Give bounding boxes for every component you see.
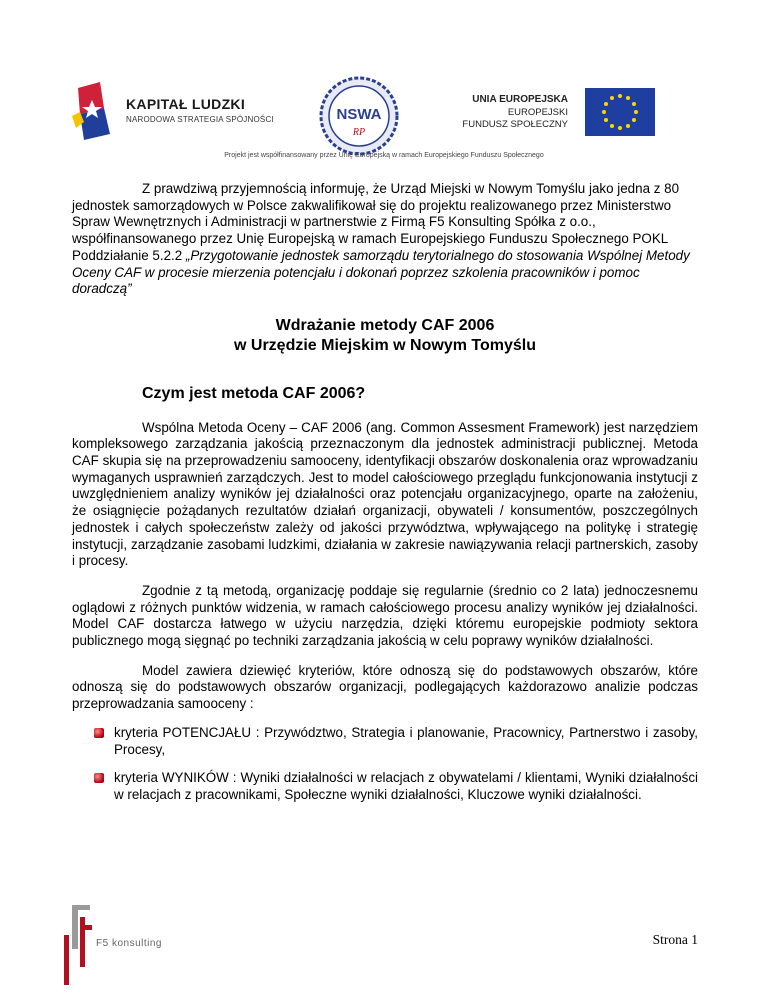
project-funding-note: Projekt jest współfinansowany przez Unię Europejską w ramach Europejskiego Funduszu Społecznego bbox=[224, 152, 544, 159]
nswa-text: NSWA bbox=[336, 106, 382, 123]
f5-logo-text: F5 konsulting bbox=[96, 938, 162, 949]
list-item-text: kryteria POTENCJAŁU : Przywództwo, Strategia i planowanie, Pracownicy, Partnerstwo i zasoby, Procesy, bbox=[114, 724, 698, 757]
section-heading: Czym jest metoda CAF 2006? bbox=[142, 384, 366, 402]
page-header bbox=[0, 0, 768, 165]
document-body bbox=[72, 181, 698, 816]
eu-line-1: UNIA EUROPEJSKA bbox=[472, 94, 568, 105]
intro-project-title: „Przygotowanie jednostek samorządu terytorialnego do stosowania Wspólnej Metody Oceny CAF w procesie mierzenia potencjału i dokonań poprzez szkolenia pracowników i pomoc doradczą” bbox=[72, 247, 690, 297]
bullet-icon bbox=[94, 773, 104, 783]
document-title bbox=[72, 316, 698, 356]
kapital-ludzki-subtitle: NARODOWA STRATEGIA SPÓJNOŚCI bbox=[126, 115, 274, 124]
eu-flag-icon bbox=[585, 88, 655, 136]
eu-line-3: FUNDUSZ SPOŁECZNY bbox=[462, 119, 568, 130]
title-line-2: w Urzędzie Miejskim w Nowym Tomyślu bbox=[234, 336, 536, 354]
intro-text: Z prawdziwą przyjemnością informuję, że Urząd Miejski w Nowym Tomyślu jako jedna z 80 jednostek samorządowych w Polsce zakwalifikował się do projektu realizowanego przez Ministerstwo Spraw Wewnętrznych i Administracji w partnerstwie z Firmą F5 Konsulting Spółka z o.o., współfinansowanego przez Unię Europejską w ramach Europejskiego Funduszu Społecznego POKL Poddziałanie 5.2.2 bbox=[72, 181, 680, 263]
nswa-seal bbox=[318, 75, 400, 157]
paragraph-criteria: Model zawiera dziewięć kryteriów, które odnoszą się do podstawowych obszarów, które odnoszą się do podstawowych obszarów organizacji, podlegających każdorazowo analizie podczas przeprowadzania samooceny : bbox=[72, 662, 698, 712]
nswa-rp-text: RP bbox=[352, 127, 366, 138]
criteria-list bbox=[72, 725, 698, 804]
kapital-ludzki-title: KAPITAŁ LUDZKI bbox=[126, 96, 246, 112]
page-number: Strona 1 bbox=[652, 932, 698, 947]
list-item bbox=[114, 725, 698, 758]
paragraph-method: Zgodnie z tą metodą, organizację poddaje się regularnie (średnio co 2 lata) jednoczesnemu oglądowi z różnych punktów widzenia, w ramach całościowego procesu analizy wyników jej działalności. Model CAF dostarcza łatwego w użyciu narzędzia, dzięki któremu europejskie podmioty sektora publicznego mogą sięgnąć po techniki zarządzania jakością w celu poprawy wyników działalności. bbox=[72, 582, 698, 649]
eu-logo bbox=[460, 86, 680, 146]
paragraph-definition: Wspólna Metoda Oceny – CAF 2006 (ang. Common Assesment Framework) jest narzędziem kompleksowego zarządzania jakością przeznaczonym dla jednostek administracji publicznej. Metoda CAF skupia się na przeprowadzeniu samooceny, identyfikacji obszarów doskonalenia oraz wprowadzaniu wymaganych usprawnień zarządczych. Jest to model całościowego przeglądu funkcjonowania instytucji z uwzględnieniem analizy wyników jej działalności oraz potencjału organizacyjnego, oparte na założeniu, że osiągnięcie pożądanych rezultatów działań organizacji, obywateli / konsumentów, poszczególnych jednostek i całych społeczeństw zależy od jakości przywództwa, wpływającego na politykę i strategię instytucji, zarządzanie zasobami ludzkimi, działania w zakresie nawiązywania relacji partnerskich, zasoby i procesy. bbox=[72, 419, 698, 569]
f5-konsulting-logo bbox=[64, 905, 224, 985]
list-item bbox=[114, 770, 698, 803]
bullet-icon bbox=[94, 728, 104, 738]
kapital-ludzki-logo bbox=[70, 82, 280, 142]
kapital-ludzki-emblem-icon bbox=[70, 82, 122, 142]
list-item-text: kryteria WYNIKÓW : Wyniki działalności w relacjach z obywatelami / klientami, Wyniki działalności w relacjach z pracownikami, Społeczne wyniki działalności, Kluczowe wyniki działalności. bbox=[114, 770, 698, 802]
title-line-1: Wdrażanie metody CAF 2006 bbox=[275, 316, 495, 334]
intro-paragraph bbox=[72, 181, 698, 298]
eu-line-2: EUROPEJSKI bbox=[507, 107, 568, 118]
f5-mark-icon bbox=[64, 905, 94, 985]
